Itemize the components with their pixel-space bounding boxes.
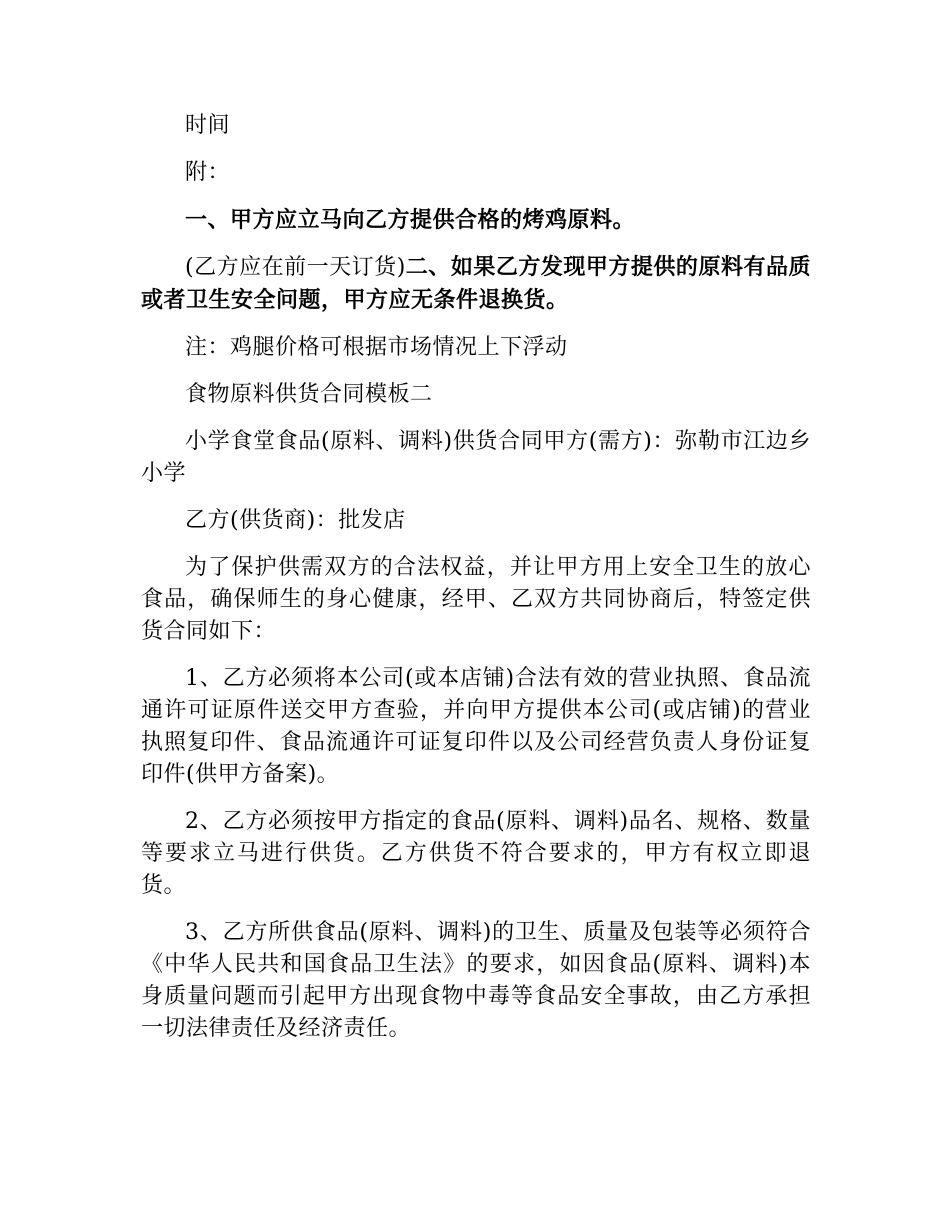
paragraph-party-a: 小学食堂食品(原料、调料)供货合同甲方(需方)：弥勒市江边乡小学 <box>141 429 811 486</box>
order-note: (乙方应在前一天订货) <box>185 255 406 280</box>
paragraph-template-title: 食物原料供货合同模板二 <box>185 382 433 407</box>
paragraph-time: 时间 <box>185 113 231 138</box>
paragraph-term-3: 3、乙方所供食品(原料、调料)的卫生、质量及包装等必须符合《中华人民共和国食品卫生法》的要求，如因食品(原料、调料)本身质量问题而引起甲方出现食物中毒等食品安全事故，由乙方承担一切法律责任及经济责任。 <box>141 920 811 1041</box>
paragraph-appendix: 附： <box>185 160 231 185</box>
paragraph-term-1: 1、乙方必须将本公司(或本店铺)合法有效的营业执照、食品流通许可证原件送交甲方查验，并向甲方提供本公司(或店铺)的营业执照复印件、食品流通许可证复印件以及公司经营负责人身份证复印件(供甲方备案)。 <box>141 666 811 787</box>
paragraph-term-2: 2、乙方必须按甲方指定的食品(原料、调料)品名、规格、数量等要求立马进行供货。乙方供货不符合要求的，甲方有权立即退货。 <box>141 809 811 898</box>
paragraph-clause-1: 一、甲方应立马向乙方提供合格的烤鸡原料。 <box>185 207 636 233</box>
paragraph-party-b: 乙方(供货商)：批发店 <box>185 508 406 533</box>
paragraph-clause-2 <box>141 251 811 317</box>
document-page <box>141 110 811 1060</box>
paragraph-preamble: 为了保护供需双方的合法权益，并让甲方用上安全卫生的放心食品，确保师生的身心健康，经甲、乙双方共同协商后，特签定供货合同如下： <box>141 555 811 644</box>
clause-2-text: 二、如果乙方发现甲方提供的原料有品质或者卫生安全问题，甲方应无条件退换货。 <box>141 254 811 313</box>
paragraph-price-note: 注：鸡腿价格可根据市场情况上下浮动 <box>185 335 568 360</box>
